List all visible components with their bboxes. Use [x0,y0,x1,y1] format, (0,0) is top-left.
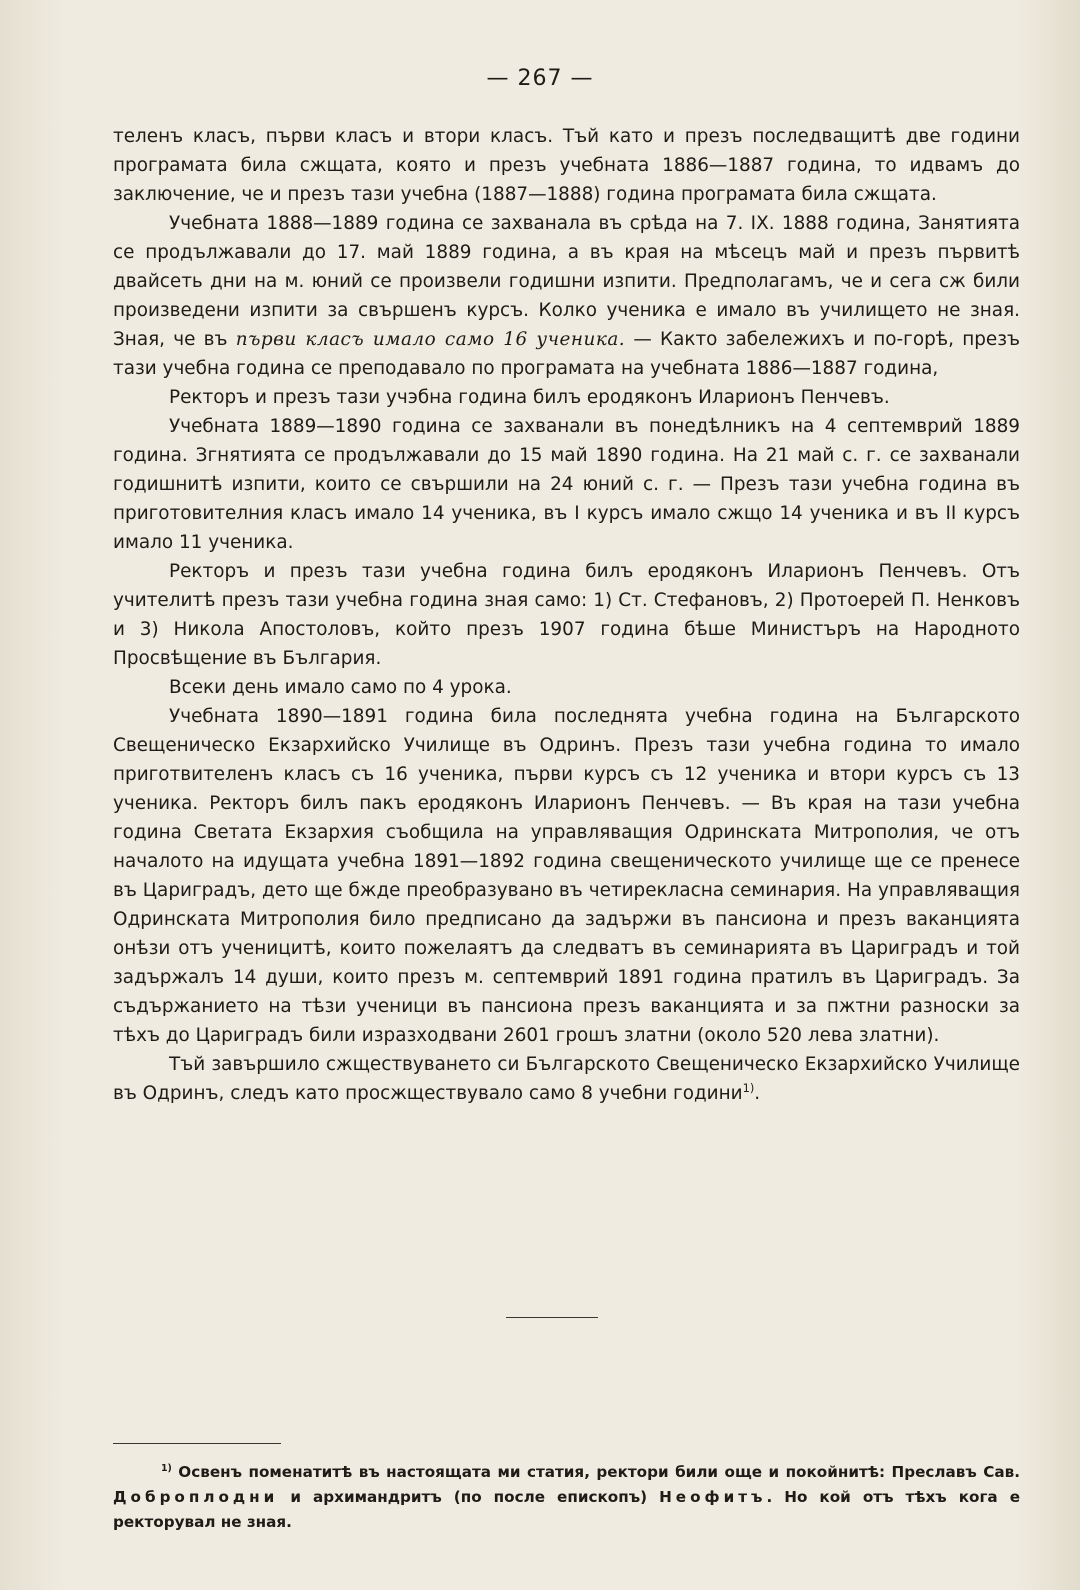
paragraph-1 [113,122,1020,209]
paragraph-1-text: теленъ класъ, първи класъ и втори класъ. Тъй като и презъ последващитѣ две години програмата била сжщата, която и презъ учебната 1886—1887 година, то идвамъ до заключение, че и презъ тази учебна (1887—1888) година програмата била сжщата. [113,126,1020,205]
paragraph-7 [113,702,1020,1050]
paragraph-4 [113,412,1020,557]
paragraph-2 [113,209,1020,383]
paragraph-3 [113,383,1020,412]
paragraph-8 [113,1050,1020,1108]
section-end-rule [506,1317,598,1318]
paragraph-2-text-b: — Както забележихъ и по-горѣ, презъ тази учебна година се преподавало по програмата на учебната 1886—1887 година, [113,329,1021,379]
paragraph-3-text: Ректоръ и презъ тази учэбна година билъ еродяконъ Иларионъ Пенчевъ. [169,387,890,408]
paragraph-6 [113,673,1020,702]
footnote-name-2: Неофитъ [659,1488,767,1506]
paragraph-2-italic: първи класъ имало само 16 ученика. [235,329,626,350]
footnote-text-1: Освенъ поменатитѣ въ настоящата ми статия, ректори били още и покойнитѣ: Преславъ Сав. [171,1463,1020,1481]
paragraph-7-text: Учебната 1890—1891 година била последнята учебна година на Българското Свещеническо Екзархийско Училище въ Одринъ. Презъ тази учебна година то имало приготвителенъ класъ съ 16 ученика, първи курсъ съ 12 ученика и втори курсъ съ 13 ученика. Ректоръ билъ пакъ еродяконъ Иларионъ Пенчевъ. — Въ края на тази учебна година Светата Екзархия съобщила на управляващия Одринската Митрополия, че отъ началото на идущата учебна 1891—1892 година свещеническото училище ще се пренесе въ Цариградъ, дето ще бжде преобразувано въ четирекласна семинария. На управляващия Одринската Митрополия било предписано да задържи въ пансиона и презъ ваканцията онѣзи отъ ученицитѣ, които пожелаятъ да следватъ въ семинарията въ Цариградъ и той задържалъ 14 души, които презъ м. септемврий 1891 година пратилъ въ Цариградъ. За съдържанието на тѣзи ученици въ пансиона презъ ваканцията и за пжтни разноски за тѣхъ до Цариградъ били изразходвани 2601 грошъ златни (около 520 лева златни). [113,706,1020,1046]
page-number: — 267 — [486,66,594,91]
footnote-reference: 1) [742,1080,755,1095]
paragraph-8-end: . [754,1083,761,1104]
footnote [113,1460,1020,1535]
paragraph-2-text-a: Учебната 1888—1889 година се захванала въ срѣда на 7. IX. 1888 година, Занятията се продължавали до 17. май 1889 година, а въ края на мѣсецъ май и презъ първитѣ двайсеть дни на м. юний се произвели годишни изпити. Предполагамъ, че и сега сж били произведени изпити за свършенъ курсъ. Колко ученика е имало въ училището не зная. Зная, че въ [113,213,1020,350]
footnote-text-3: . Но кой отъ тѣхъ кога е ректорувал не зная. [113,1488,1020,1531]
paragraph-8-text: Тъй завършило сжществуването си Българското Свещеническо Екзархийско Училище въ Одринъ, следъ като просжществувало само 8 учебни години [113,1054,1020,1104]
paragraph-6-text: Всеки день имало само по 4 урока. [169,677,512,698]
footnote-marker: 1) [161,1462,172,1474]
footnote-text-2: и архимандритъ (по после епископъ) [278,1488,660,1506]
footnote-separator [113,1443,281,1444]
body-text [113,122,1020,1108]
paragraph-5 [113,557,1020,673]
paragraph-5-text: Ректоръ и презъ тази учебна година билъ еродяконъ Иларионъ Пенчевъ. Отъ учителитѣ презъ тази учебна година зная само: 1) Ст. Стефановъ, 2) Протоерей П. Ненковъ и 3) Никола Апостоловъ, който презъ 1907 година бѣше Министъръ на Народното Просвѣщение въ България. [113,561,1020,669]
paragraph-4-text: Учебната 1889—1890 година се захванали въ понедѣлникъ на 4 септемврий 1889 година. Згнятията се продължавали до 15 май 1890 година. На 21 май с. г. се захванали годишнитѣ изпити, които се свършили на 24 юний с. г. — Презъ тази учебна година въ приготовителния класъ имало 14 ученика, въ I курсъ имало сжщо 14 ученика и въ II курсъ имало 11 ученика. [113,416,1020,553]
footnote-name-1: Доброплодни [113,1488,279,1506]
